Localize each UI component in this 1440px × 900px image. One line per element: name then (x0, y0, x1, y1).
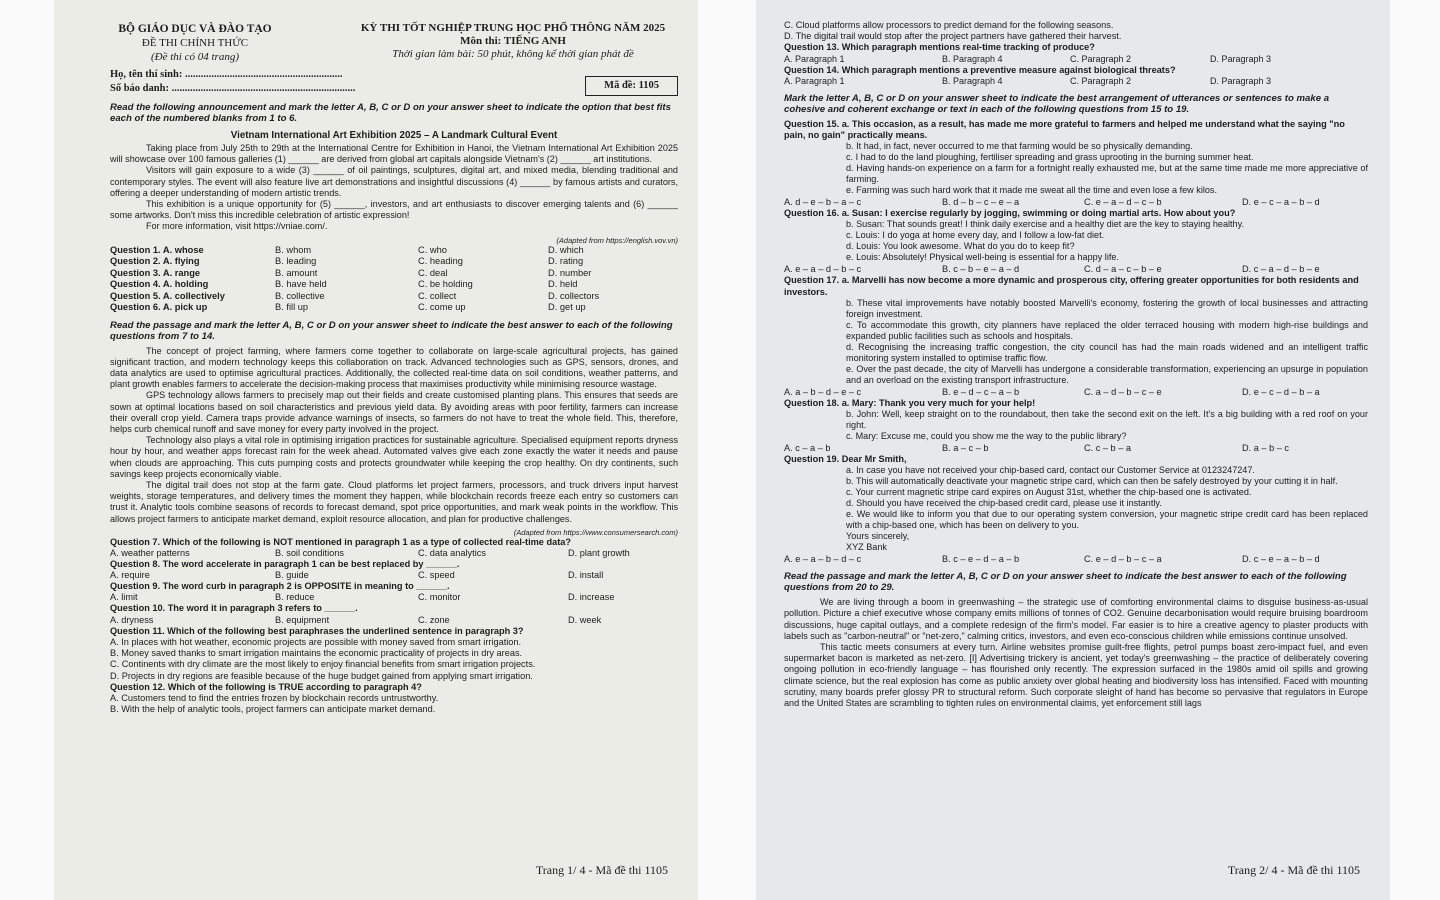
question-9: Question 9. The word curb in paragraph 2 is OPPOSITE in meaning to ______. (110, 581, 450, 592)
passage-para: Technology also plays a vital role in optimising irrigation practices for sustainable agriculture. Specialised equipment reports dryness hour by hour, and weather apps forecast rain for the week ahead. Automated valves give each zone exactly the water it needs and pause when clouds are approaching. This cuts pumping costs and protects groundwater while keeping the crop healthy. On dry continents, such savings keep projects economically viable. (110, 435, 678, 479)
option: C. Continents with dry climate are the most likely to enjoy financial benefits from smart irrigation projects. (110, 659, 536, 670)
option: B. a – c – b (942, 443, 989, 454)
option: D. Projects in dry regions are feasible because of the huge budget gained from applying smart irrigation. (110, 670, 533, 681)
option: C. d – a – c – b – e (1084, 264, 1162, 275)
option: C. c – b – a (1084, 443, 1131, 454)
option: B. e – d – c – a – b (942, 386, 1020, 397)
options-8 (110, 570, 678, 581)
option: B. d – b – c – e – a (942, 197, 1020, 208)
option: C. speed (418, 570, 455, 581)
option: D. Paragraph 3 (1210, 75, 1272, 86)
passage-para: The digital trail does not stop at the farm gate. Cloud platforms let project farmers, processors, and truck drivers input harvest weights, storage temperatures, and delivery times the moment they happen, while blockchain records freeze each entry so customers can trust it. Analytic tools combine seasons of records to forecast demand, spot price opportunities, and mark weak points in the workflow. This allows project farmers to anticipate market demand, exploit resource allocation, and plan for productive challenges. (110, 480, 678, 524)
option: B. collective (275, 290, 325, 301)
passage-para: The concept of project farming, where farmers come together to collaborate on large-scale agricultural projects, has gained significant traction, and modern technology keeps this collaboration on track. Advanced technologies such as GPS, sensors, drones, and data analytics are used to optimise agricultural practices. Additionally, the collected real-time data on soil conditions, weather patterns, and plant growth enables farmers to accelerate the decision-making process that maximises productivity while minimising resource wastage. (110, 345, 678, 390)
options-16 (784, 263, 1368, 275)
option: D. c – a – d – b – e (1242, 264, 1320, 275)
option: e. We would like to inform you that due to our operating system conversion, your magnetic stripe credit card has been replaced with a chip-based one, which has been on delivery to you. (846, 509, 1368, 531)
options-18 (784, 442, 1368, 454)
header-right (348, 22, 678, 64)
option: A. weather patterns (110, 548, 190, 559)
option: D. get up (548, 302, 586, 313)
option: e. Over the past decade, the city of Marvelli has undergone a considerable transformation, experiencing an upsurge in population and an overload on the existing transport infrastructure. (846, 363, 1368, 385)
option: B. soil conditions (275, 548, 344, 559)
option: c. To accommodate this growth, city planners have replaced the older terraced housing with modern high-rise buildings and expanded public facilities such as schools and hospitals. (846, 319, 1368, 341)
option: D. increase (568, 592, 615, 603)
option: A. c – a – b (784, 443, 831, 454)
options-19 (784, 553, 1368, 565)
option: c. I had to do the land ploughing, fertiliser spreading and grass uprooting in the burning summer heat. (846, 152, 1254, 163)
option: C. heading (418, 256, 463, 267)
options-15 (784, 196, 1368, 208)
options-13 (784, 54, 1368, 65)
option: D. plant growth (568, 548, 630, 559)
option: B. c – b – e – a – d (942, 264, 1020, 275)
option: D. e – c – a – b – d (1242, 197, 1320, 208)
option: d. Having hands-on experience on a farm for a fortnight really exhausted me, but at the same time made me more appreciative of farming. (846, 163, 1368, 185)
option: D. held (548, 279, 578, 290)
option: D. Paragraph 3 (1210, 53, 1272, 64)
option: A. a – b – d – e – c (784, 386, 862, 397)
option: A. d – e – b – a – c (784, 197, 862, 208)
instruction-15-19: Mark the letter A, B, C or D on your answer sheet to indicate the best arrangement of utterances or sentences to make a cohesive and coherent exchange or text in each of the following questions from 15 to 19. (784, 92, 1330, 115)
option: Question 5. A. collectively (110, 290, 225, 301)
option: b. It had, in fact, never occurred to me that farming would be so physically demanding. (846, 141, 1193, 152)
question-10: Question 10. The word it in paragraph 3 refers to ______. (110, 603, 358, 614)
option: C. zone (418, 614, 450, 625)
option: C. who (418, 244, 447, 255)
option: D. week (568, 614, 602, 625)
option: C. data analytics (418, 548, 486, 559)
option: A. dryness (110, 614, 154, 625)
announcement-title: Vietnam International Art Exhibition 2025 – A Landmark Cultural Event (230, 130, 558, 141)
option: A. Paragraph 1 (784, 75, 845, 86)
question-12: Question 12. Which of the following is TRUE according to paragraph 4? (110, 681, 422, 692)
option: c. Louis: I do yoga at home every day, and I follow a low-fat diet. (846, 230, 1105, 241)
question-16: Question 16. a. Susan: I exercise regularly by jogging, swimming or doing martial arts. How about you? (784, 208, 1236, 219)
option: C. e – d – b – c – a (1084, 554, 1162, 565)
exam-title: KỲ THI TỐT NGHIỆP TRUNG HỌC PHỔ THÔNG NĂM 2025 (360, 22, 666, 34)
options-9 (110, 592, 678, 603)
option: D. number (548, 267, 592, 278)
option: C. Cloud platforms allow processors to predict demand for the following seasons. (784, 20, 1114, 30)
question-18: Question 18. a. Mary: Thank you very much for your help! (784, 397, 1036, 408)
candidate-info (110, 68, 678, 96)
option: d. Louis: You look awesome. What do you do to keep fit? (846, 241, 1075, 252)
page-footer: Trang 1/ 4 - Mã đề thi 1105 (535, 863, 668, 877)
question-15: Question 15. a. This occasion, as a result, has made me more grateful to farmers and helped me understand what the saying "no pain, no gain" practically means. (784, 118, 1345, 141)
option: D. e – c – d – b – a (1242, 386, 1320, 397)
source-note: (Adapted from https://www.consumersearch.com) (513, 527, 678, 537)
question-8: Question 8. The word accelerate in paragraph 1 can be best replaced by ______. (110, 559, 460, 570)
option: C. collect (418, 290, 457, 301)
option: a. In case you have not received your chip-based card, contact our Customer Service at 0123247247. (846, 465, 1255, 476)
option: D. install (568, 570, 604, 581)
option: e. Louis: Absolutely! Physical well-being is essential for a happy life. (846, 252, 1119, 263)
candidate-name-line: Họ, tên thí sinh: ............................................................ (110, 69, 343, 80)
option: B. Money saved thanks to smart irrigation maintains the economic practicality of projects in dry areas. (110, 648, 523, 659)
option: B. reduce (275, 592, 315, 603)
option: Question 6. A. pick up (110, 302, 208, 313)
letter-signoff: Yours sincerely, (846, 531, 910, 542)
letter-sender: XYZ Bank (846, 542, 887, 553)
option: A. Paragraph 1 (784, 53, 845, 64)
announcement-para: For more information, visit https://vniae.com/. (146, 221, 328, 232)
option: C. Paragraph 2 (1070, 53, 1132, 64)
option: C. monitor (418, 592, 461, 603)
option: C. be holding (418, 279, 473, 290)
option: Question 4. A. holding (110, 279, 209, 290)
time-note: Thời gian làm bài: 50 phút, không kể thời gian phát đề (392, 48, 634, 60)
questions-1-6 (110, 245, 678, 314)
option: e. Farming was such hard work that it made me sweat all the time and even lose a few kilos. (846, 185, 1217, 196)
option: Question 2. A. flying (110, 256, 200, 267)
announcement-para: This exhibition is a unique opportunity for (5) ______, investors, and art enthusiasts to discover emerging talents and (6) ______ some artworks. Don't miss this incredible celebration of artistic expression! (110, 199, 678, 221)
option: A. In places with hot weather, economic projects are possible with money saved from smart irrigation. (110, 636, 522, 647)
option: D. rating (548, 256, 584, 267)
question-19: Question 19. Dear Mr Smith, (784, 454, 907, 465)
passage-para: This tactic meets consumers at every turn. Airline websites promise guilt-free flights, petrol pumps boast zero-impact fuel, and even supermarket bacon is marketed as net-zero. [I] Advertising trickery is ancient, yet today's greenwashing – the practice of deliberately covering ongoing pollution in eco-friendly language – has flourished only recently. The expression surfaced in the 1980s amid oil spills and growing climate science, but the real explosion has come as public anxiety over global heating and biodiversity loss has intensified. Faced with mounting scrutiny, many boards prefer glossy PR to structural reform. Such corporate sleight of hand has become so pervasive that regulators in Europe and the United States are scrambling to tighten rules on environmental claims, yet enforcement still lags (784, 642, 1368, 709)
announcement-para: Taking place from July 25th to 29th at the International Centre for Exhibition in Hanoi, the Vietnam International Art Exhibition 2025 will showcase over 100 famous galleries (1) ______ are derived from global art capitals alongside Vietnam's (2) ______ art institutions. (110, 143, 678, 165)
option: B. amount (275, 267, 318, 278)
option: A. e – a – d – b – c (784, 264, 862, 275)
announcement-para: Visitors will gain exposure to a wide (3) ______ of oil paintings, sculptures, digital art, and mixed media, blending traditional and contemporary styles. The event will also feature live art demonstrations and insightful discussions (4) ______ by famous artists and curators, offering a deeper understanding of modern artistic trends. (110, 165, 678, 198)
instruction-7-14: Read the passage and mark the letter A, B, C or D on your answer sheet to indicate the best answer to each of the following questions from 7 to 14. (110, 319, 673, 342)
option: D. a – b – c (1242, 443, 1289, 454)
option: B. fill up (275, 302, 309, 313)
exam-page-2 (756, 0, 1390, 900)
question-7: Question 7. Which of the following is NOT mentioned in paragraph 1 as a type of collected real-time data? (110, 536, 571, 547)
option: B. whom (275, 244, 312, 255)
option: b. John: Well, keep straight on to the roundabout, then take the second exit on the left. It's a big building with a red roof on your right. (846, 409, 1368, 431)
passage-para: GPS technology allows farmers to precisely map out their fields and create customised planting plans. This ensures that seeds are sown at optimal locations based on soil characteristics and previous yield data. By avoiding areas with poor fertility, farmers can increase their overall crop yield. Camera traps provide advance warnings of insects, so farmers do not have to treat the whole field. This, therefore, helps curb chemical runoff and save money for every party involved in the project. (110, 390, 678, 435)
option: c. Mary: Excuse me, could you show me the way to the public library? (846, 431, 1127, 442)
header-left (110, 22, 280, 64)
option: C. come up (418, 302, 466, 313)
question-13: Question 13. Which paragraph mentions real-time tracking of produce? (784, 42, 1095, 53)
option: A. require (110, 570, 150, 581)
option: C. Paragraph 2 (1070, 75, 1132, 86)
option: D. which (548, 244, 584, 255)
page-count-note: (Đề thi có 04 trang) (151, 51, 239, 63)
option: C. a – d – b – c – e (1084, 386, 1162, 397)
option: Question 1. A. whose (110, 244, 204, 255)
option: A. limit (110, 592, 138, 603)
option: B. guide (275, 570, 309, 581)
option: b. This will automatically deactivate your magnetic stripe card, which can then be safely destroyed by your cutting it in half. (846, 476, 1338, 487)
options-7 (110, 548, 678, 559)
question-17: Question 17. a. Marvelli has now become a more dynamic and prosperous city, offering greater opportunities for both residents and investors. (784, 275, 1359, 297)
options-10 (110, 615, 678, 626)
question-14: Question 14. Which paragraph mentions a preventive measure against biological threats? (784, 64, 1176, 75)
question-11: Question 11. Which of the following best paraphrases the underlined sentence in paragraph 3? (110, 625, 524, 636)
option: B. c – e – d – a – b (942, 554, 1020, 565)
subject: Môn thi: TIẾNG ANH (460, 35, 566, 47)
option: A. e – a – b – d – c (784, 554, 862, 565)
option: B. equipment (275, 614, 330, 625)
options-17 (784, 386, 1368, 398)
source-note: (Adapted from https://english.vov.vn) (556, 235, 678, 245)
option: C. e – a – d – c – b (1084, 197, 1162, 208)
option: b. Susan: That sounds great! I think daily exercise and a healthy diet are the key to staying healthy. (846, 219, 1245, 230)
option: Question 3. A. range (110, 267, 201, 278)
option: d. Should you have received the chip-based credit card, please use it instantly. (846, 498, 1162, 509)
option: A. Customers tend to find the entries frozen by blockchain records untrustworthy. (110, 692, 439, 703)
official-label: ĐỀ THI CHÍNH THỨC (141, 37, 249, 49)
instruction-1-6: Read the following announcement and mark the letter A, B, C or D on your answer sheet to indicate the option that best fits each of the numbered blanks from 1 to 6. (110, 102, 671, 124)
option: D. c – e – a – b – d (1242, 554, 1320, 565)
exam-page-1 (54, 0, 698, 900)
options-14 (784, 76, 1368, 87)
option: B. With the help of analytic tools, project farmers can anticipate market demand. (110, 704, 436, 715)
option: B. have held (275, 279, 327, 290)
option: D. collectors (548, 290, 600, 301)
option: c. Your current magnetic stripe card expires on August 31st, whether the chip-based one is activated. (846, 487, 1252, 498)
exam-header (110, 22, 678, 64)
ministry-name: BỘ GIÁO DỤC VÀ ĐÀO TẠO (118, 23, 272, 35)
exam-code-box: Mã đề: 1105 (585, 76, 678, 96)
option: B. Paragraph 4 (942, 75, 1003, 86)
option: C. deal (418, 267, 448, 278)
option: D. The digital trail would stop after the project partners have gathered their harvest. (784, 31, 1122, 42)
option: b. These vital improvements have notably boosted Marvelli's economy, fostering the growth of local businesses and attracting foreign investment. (846, 297, 1368, 319)
candidate-number-line: Số báo danh: ...................................................................... (110, 83, 356, 94)
instruction-20-29: Read the passage and mark the letter A, B, C or D on your answer sheet to indicate the best answer to each of the following questions from 20 to 29. (784, 571, 1347, 594)
passage-para: We are living through a boom in greenwashing – the strategic use of comforting environmental claims to disguise business-as-usual pollution. Picture a chief executive whose company emits millions of tonnes of CO2. Genuine decarbonisation would require bruising boardroom discussions, huge capital outlays, and a complete redesign of the firm's model. Far easier is to hire a creative agency to plaster products with labels such as "carbon-neutral" or "net-zero," calming critics, investors, and even eco-conscious children while emissions continue unsolved. (784, 597, 1368, 641)
option: B. Paragraph 4 (942, 53, 1003, 64)
option: d. Recognising the increasing traffic congestion, the city council has had the main roads widened and an intelligent traffic monitoring system installed to optimise traffic flow. (846, 341, 1368, 363)
page-footer: Trang 2/ 4 - Mã đề thi 1105 (1227, 863, 1360, 877)
option: B. leading (275, 256, 317, 267)
